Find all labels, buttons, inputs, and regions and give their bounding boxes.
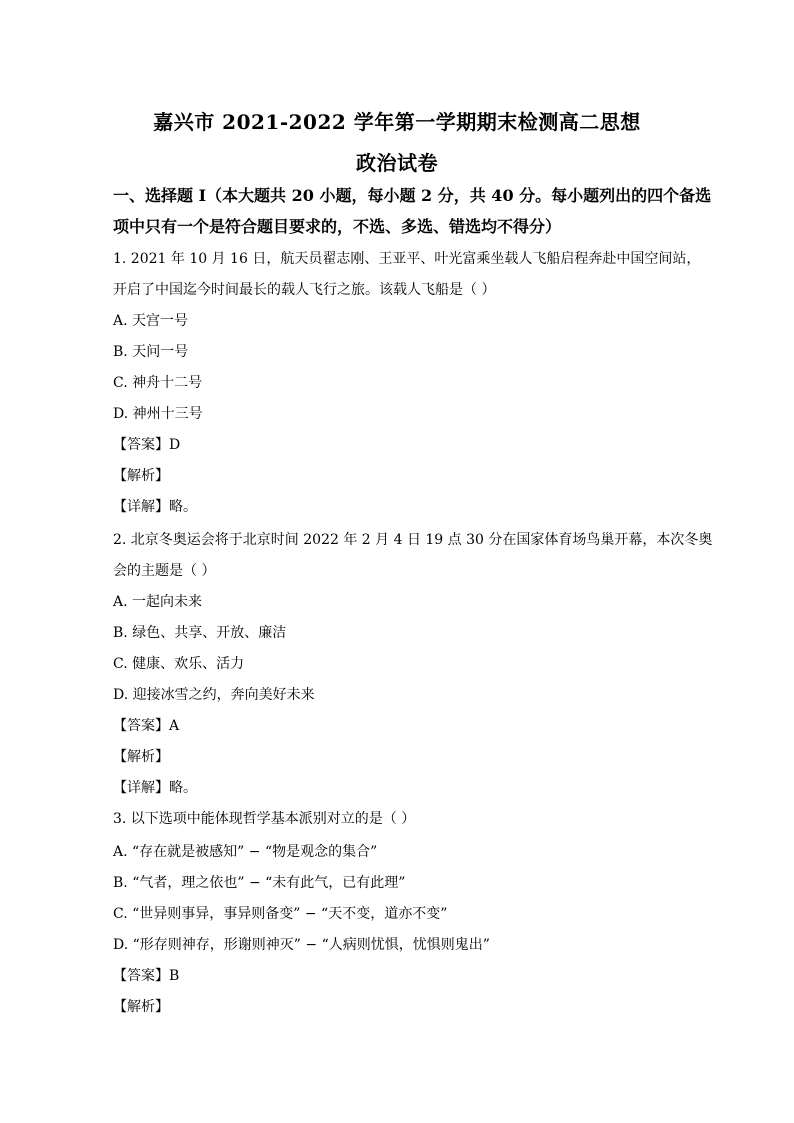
answer-value: A [169,718,180,734]
question-3-answer [113,967,179,985]
section-heading-line1: 一、选择题 I（本大题共 20 小题，每小题 2 分，共 40 分。每小题列出的四个备选 [113,186,712,205]
question-1-detail: 【详解】略。 [113,499,197,515]
question-2-option-b: B. 绿色、共享、开放、廉洁 [113,625,287,641]
question-1-stem-line1: 1. 2021 年 10 月 16 日，航天员翟志刚、王亚平、叶光富乘坐载人飞船启程奔赴中国空间站， [113,251,701,267]
question-1-stem-line2: 开启了中国迄今时间最长的载人飞行之旅。该载人飞船是（ ） [113,282,496,298]
question-3-stem-line1: 3. 以下选项中能体现哲学基本派别对立的是（ ） [113,811,416,827]
document-title-line2: 政治试卷 [356,151,438,175]
question-3-option-d: D. “形存则神存，形谢则神灭” − “人病则忧惧，忧惧则鬼出” [113,937,490,953]
question-2-answer [113,717,179,735]
answer-label: 【答案】 [113,437,169,453]
answer-value: D [169,437,181,453]
question-2-detail: 【详解】略。 [113,780,197,796]
question-3-option-b: B. “气者，理之依也” − “未有此气，已有此理” [113,875,406,891]
answer-label: 【答案】 [113,968,169,984]
section-heading-line2: 项中只有一个是符合题目要求的，不选、多选、错选均不得分） [113,217,562,236]
answer-label: 【答案】 [113,718,169,734]
question-1-option-b: B. 天问一号 [113,344,189,360]
question-2-stem-line1: 2. 北京冬奥运会将于北京时间 2022 年 2 月 4 日 19 点 30 分在国家体育场鸟巢开幕，本次冬奥 [113,532,713,548]
document-title-line1: 嘉兴市 2021-2022 学年第一学期期末检测高二思想 [153,110,641,134]
question-2-option-a: A. 一起向未来 [113,594,203,610]
question-3-option-c: C. “世异则事异，事异则备变” − “天不变，道亦不变” [113,906,448,922]
question-2-stem-line2: 会的主题是（ ） [113,563,216,579]
question-3-analysis-label: 【解析】 [113,999,169,1015]
question-2-option-c: C. 健康、欢乐、活力 [113,656,245,672]
question-2-option-d: D. 迎接冰雪之约，奔向美好未来 [113,687,315,703]
question-2-analysis-label: 【解析】 [113,749,169,765]
question-1-analysis-label: 【解析】 [113,468,169,484]
question-1-option-d: D. 神州十三号 [113,406,203,422]
question-1-option-a: A. 天宫一号 [113,313,189,329]
question-1-option-c: C. 神舟十二号 [113,375,203,391]
question-3-option-a: A. “存在就是被感知” − “物是观念的集合” [113,844,378,860]
answer-value: B [169,968,180,984]
question-1-answer [113,436,180,454]
